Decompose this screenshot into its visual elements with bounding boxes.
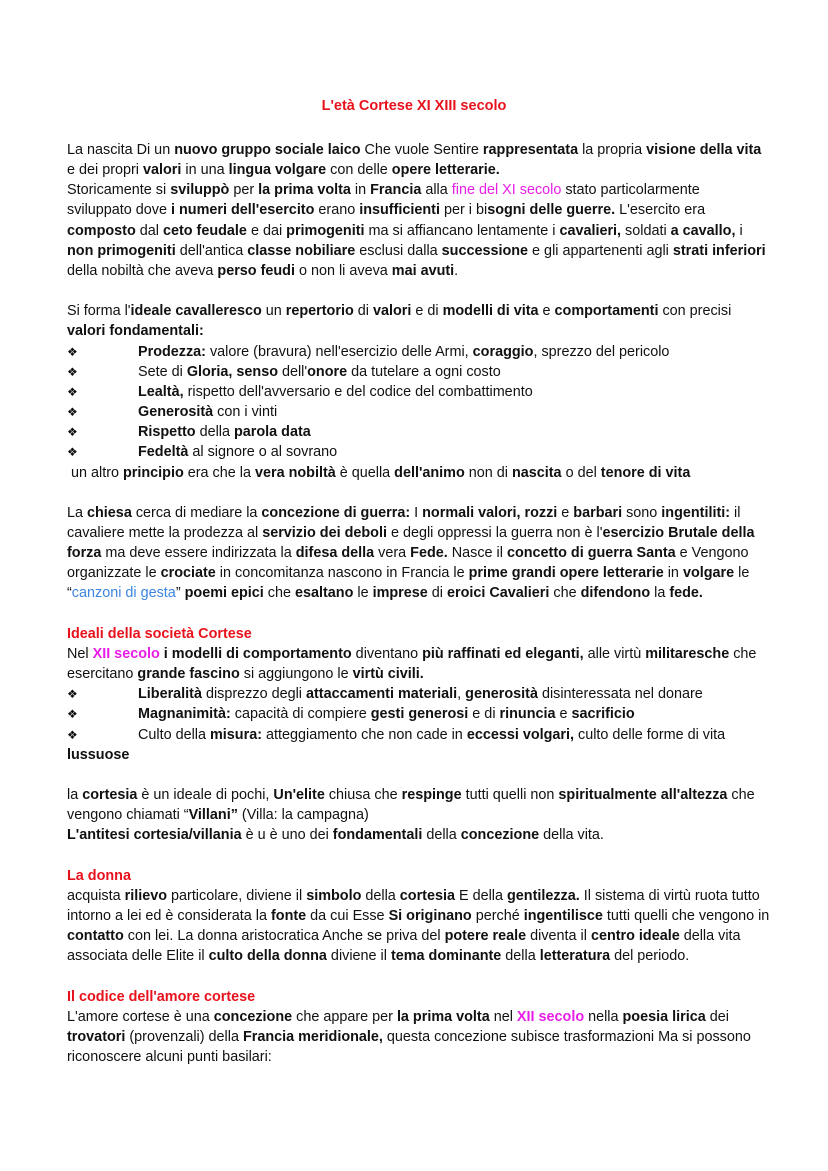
diamond-bullet-icon: ❖ [67, 445, 78, 460]
text-segment: il [730, 504, 741, 521]
bold-text: vera nobiltà [254, 464, 336, 481]
text-segment: è un ideale di pochi, [137, 787, 274, 803]
bold-text: crociate [160, 565, 216, 582]
bold-text: onore [307, 363, 348, 380]
text-segment: al signore o al sovrano [188, 444, 338, 461]
bold-text: Liberalità [138, 686, 202, 703]
text-segment: , sprezzo del pericolo [533, 343, 670, 360]
bold-text: parola data [233, 424, 311, 441]
text-segment: di [427, 585, 447, 602]
bold-text: modelli di vita [442, 303, 539, 320]
bold-text: insufficienti [359, 202, 440, 219]
bold-text: valori [143, 162, 182, 179]
bold-text: concetto di guerra Santa [506, 545, 676, 562]
bold-text: Rispetto [138, 424, 196, 441]
text-segment: nella [584, 1008, 623, 1025]
text-segment: o non li aveva [294, 262, 392, 279]
text-segment: alle virtù [583, 645, 646, 662]
text-segment: Il sistema di virtù ruota tutto [579, 887, 760, 904]
text-segment: che [727, 787, 755, 803]
bold-text: repertorio [285, 303, 354, 320]
text-line [67, 1027, 807, 1047]
diamond-bullet-icon: ❖ [67, 727, 78, 742]
blank-line [67, 845, 807, 865]
text-line [67, 180, 807, 200]
bold-text: generosità [465, 686, 538, 703]
bold-text: prime grandi opere letterarie [468, 565, 664, 582]
bold-text: esercizio Brutale della [602, 524, 755, 541]
bullet-item [67, 402, 807, 422]
bullet-item [67, 382, 807, 402]
text-segment: e gli appartenenti agli [528, 242, 673, 259]
bold-text: difendono [580, 585, 651, 602]
text-line [67, 140, 807, 160]
text-segment: (Villa: la campagna) [237, 807, 369, 824]
bold-text: servizio dei deboli [262, 524, 387, 541]
text-line [67, 805, 807, 825]
text-segment: (provenzali) della [125, 1028, 243, 1045]
diamond-bullet-icon: ❖ [67, 707, 78, 722]
text-segment: ma deve essere indirizzata la [101, 545, 296, 562]
text-segment: della vita [679, 928, 741, 945]
text-segment: chiusa che [324, 787, 402, 803]
bold-text: cavalieri, [559, 222, 622, 239]
bold-text: principio [123, 464, 184, 481]
section-heading: Il codice dell'amore cortese [67, 988, 256, 1005]
text-line [67, 1047, 807, 1067]
bold-text: Fede. [410, 545, 448, 562]
text-segment: dei [705, 1008, 729, 1025]
bullet-item [67, 725, 807, 745]
bullet-item [67, 362, 807, 382]
bold-text: fondamentali [332, 827, 423, 844]
text-line [67, 886, 807, 906]
text-segment: erano [314, 202, 360, 219]
text-segment: vengono chiamati “ [67, 807, 189, 824]
bold-text: valori [372, 303, 412, 320]
text-segment: soldati [621, 222, 671, 239]
text-segment: culto delle forme di vita [574, 726, 726, 743]
text-segment: che [729, 645, 757, 662]
bold-text: virtù civili. [352, 666, 424, 683]
bold-text: Gloria, senso [186, 363, 278, 380]
bold-text: opere letterarie. [391, 162, 500, 179]
bullet-text [138, 342, 669, 362]
text-segment: particolare, diviene il [167, 887, 307, 904]
text-segment: . [454, 262, 459, 279]
text-line [67, 200, 807, 220]
document-body [67, 140, 807, 1067]
text-segment: disprezzo degli [201, 686, 306, 703]
text-segment: perché [471, 907, 524, 924]
text-line [67, 523, 807, 543]
text-line [67, 160, 807, 180]
diamond-bullet-icon: ❖ [67, 687, 78, 702]
bold-text: mai avuti [391, 262, 455, 279]
text-segment: che [549, 585, 581, 602]
text-segment: Si forma l' [67, 303, 131, 320]
bold-text: perso feudi [217, 262, 295, 279]
text-segment: e di [468, 706, 500, 723]
bullet-text [138, 382, 533, 402]
bold-text: rinuncia [499, 706, 556, 723]
bold-text: Fedeltà [138, 444, 189, 461]
text-segment: in concomitanza nascono in Francia le [215, 565, 469, 582]
text-line [67, 745, 807, 765]
text-segment: La [67, 504, 88, 521]
bullet-text [138, 362, 501, 382]
bold-text: esaltano [294, 585, 354, 602]
bold-text: simbolo [306, 887, 362, 904]
text-segment: Sete di [138, 363, 187, 380]
text-line [67, 1007, 807, 1027]
text-line [67, 664, 807, 684]
text-segment: , [457, 686, 466, 703]
bold-text: difesa della [295, 545, 375, 562]
bold-text: gentilezza. [506, 887, 580, 904]
text-segment: le [734, 565, 750, 582]
bold-text: cortesia [82, 787, 138, 803]
text-segment: rispetto dell'avversario e del codice del combattimento [183, 383, 533, 400]
text-segment: un [261, 303, 286, 320]
text-segment: diviene il [326, 948, 391, 965]
bold-text: lingua volgare [228, 162, 327, 179]
bullet-text [138, 684, 703, 704]
text-segment: con precisi [658, 303, 732, 320]
text-segment: o del [561, 464, 601, 481]
text-segment: non di [464, 464, 512, 481]
text-segment: “ [67, 585, 72, 602]
text-line [67, 321, 807, 341]
text-segment: e degli oppressi la guerra non è l' [386, 524, 603, 541]
text-segment: Storicamente si [67, 182, 171, 199]
bold-text: composto [67, 222, 136, 239]
text-segment: e dai [246, 222, 287, 239]
text-segment: riconoscere alcuni punti basilari: [67, 1049, 272, 1066]
text-segment: per [229, 182, 259, 199]
bold-text: primogeniti [286, 222, 365, 239]
text-segment: dell'antica [175, 242, 248, 259]
bold-text: Lealtà, [138, 383, 184, 400]
bold-text: successione [441, 242, 529, 259]
bold-text: concezione [213, 1008, 293, 1025]
bold-text: fede. [669, 585, 703, 602]
bold-text: coraggio [472, 343, 534, 360]
bold-text: L'antitesi cortesia/villania [67, 827, 242, 844]
bold-text: visione della vita [646, 142, 762, 158]
bold-text: Francia [370, 182, 422, 199]
bold-text: sviluppò [170, 182, 230, 199]
text-segment: Che vuole Sentire [360, 142, 483, 158]
text-segment: diventano [351, 645, 423, 662]
text-segment: e Vengono [675, 545, 749, 562]
bold-text: imprese [372, 585, 428, 602]
bold-text: lussuose [67, 746, 130, 763]
text-segment: atteggiamento che non cade in [261, 726, 467, 743]
bold-text: concezione [460, 827, 540, 844]
text-segment: è quella [335, 464, 395, 481]
bold-text: la prima volta [396, 1008, 490, 1025]
blank-line [67, 765, 807, 785]
text-segment: Nasce il [447, 545, 507, 562]
text-segment: sviluppato dove [67, 202, 172, 219]
text-segment: della vita. [539, 827, 604, 844]
bold-text: strati inferiori [672, 242, 766, 259]
bold-text: respinge [401, 787, 462, 803]
bold-text: poesia lirica [622, 1008, 706, 1025]
text-segment: la [67, 787, 83, 803]
blank-line [67, 966, 807, 986]
bold-text: grande fascino [137, 666, 240, 683]
text-segment: dell' [277, 363, 308, 380]
blank-line [67, 483, 807, 503]
text-segment: del periodo. [610, 948, 690, 965]
text-segment: disinteressata nel donare [537, 686, 703, 703]
bold-text: concezione di guerra: [261, 504, 411, 521]
bullet-text [138, 725, 725, 745]
text-line [67, 261, 807, 281]
bold-text: la prima volta [258, 182, 351, 199]
bold-text: Magnanimità: [138, 706, 231, 723]
bold-text: ingentiliti: [661, 504, 731, 521]
bold-text: tenore di vita [600, 464, 691, 481]
bold-text: volgare [682, 565, 735, 582]
bold-text: Si originano [388, 907, 472, 924]
bold-text: militaresche [645, 645, 730, 662]
bold-text: Francia meridionale, [242, 1028, 383, 1045]
text-segment: è u è uno dei [241, 827, 333, 844]
text-line [67, 624, 807, 644]
bold-text: barbari [573, 504, 623, 521]
section-heading: Ideali della società Cortese [67, 625, 252, 642]
section-heading: La donna [67, 867, 131, 884]
text-segment: i [735, 222, 743, 239]
text-segment: da tutelare a ogni costo [347, 363, 501, 380]
bold-text: normali valori, rozzi [422, 504, 558, 521]
text-line [67, 946, 807, 966]
text-segment: le [353, 585, 373, 602]
text-segment: in [350, 182, 371, 199]
text-segment: alla [421, 182, 452, 199]
bold-text: potere reale [444, 928, 527, 945]
bold-text: classe nobiliare [247, 242, 356, 259]
text-segment: in una [181, 162, 229, 179]
text-segment: L'esercito era [615, 202, 706, 219]
text-segment: sono [622, 504, 662, 521]
text-line [67, 563, 807, 583]
bold-text: nuovo gruppo sociale laico [174, 142, 361, 158]
text-segment: che [263, 585, 295, 602]
text-line [67, 785, 807, 805]
highlighted-text: XII secolo [92, 645, 160, 662]
text-segment: acquista [67, 887, 125, 904]
bold-text: chiesa [87, 504, 132, 521]
bold-text: i modelli di comportamento [163, 645, 352, 662]
bullet-text [138, 402, 277, 422]
bold-text: dell'animo [394, 464, 465, 481]
text-segment: dal [135, 222, 163, 239]
bold-text: centro ideale [590, 928, 680, 945]
text-segment: con i vinti [213, 404, 278, 421]
text-segment: organizzate le [67, 565, 161, 582]
bold-text: ideale cavalleresco [130, 303, 262, 320]
text-segment: da cui Esse [306, 907, 389, 924]
text-segment: la propria [578, 142, 647, 158]
highlighted-text: fine del XI secolo [451, 182, 562, 199]
text-line [67, 644, 807, 664]
bold-text: attaccamenti materiali [305, 686, 458, 703]
bold-text: comportamenti [554, 303, 659, 320]
bold-text: Villani” [188, 807, 238, 824]
diamond-bullet-icon: ❖ [67, 405, 78, 420]
bullet-text [138, 704, 635, 724]
text-line [67, 241, 807, 261]
bold-text: rappresentata [482, 142, 579, 158]
text-segment: della [501, 948, 540, 965]
text-segment: ma si affiancano lentamente i [364, 222, 560, 239]
bold-text: eroici Cavalieri [446, 585, 550, 602]
text-segment: E della [454, 887, 507, 904]
text-line [67, 583, 807, 603]
bold-text: sacrificio [571, 706, 635, 723]
bold-text: trovatori [67, 1028, 126, 1045]
text-segment: questa concezione subisce trasformazioni Ma si possono [382, 1028, 751, 1045]
bold-text: più raffinati ed eleganti, [422, 645, 584, 662]
bold-text: i numeri dell'esercito [171, 202, 315, 219]
diamond-bullet-icon: ❖ [67, 344, 78, 359]
text-segment: vera [374, 545, 411, 562]
text-segment: con delle [326, 162, 392, 179]
text-segment: I [410, 504, 423, 521]
bold-text: spiritualmente all'altezza [558, 787, 728, 803]
text-segment: della [195, 424, 234, 441]
text-segment: della nobiltà che aveva [67, 262, 218, 279]
text-line [67, 221, 807, 241]
text-segment: della [422, 827, 461, 844]
bullet-item [67, 442, 807, 462]
diamond-bullet-icon: ❖ [67, 364, 78, 379]
bold-text: cortesia [399, 887, 455, 904]
text-segment: associata delle Elite il [67, 948, 209, 965]
text-segment: intorno a lei ed è considerata la [67, 907, 271, 924]
text-segment: e di [411, 303, 443, 320]
bold-text: valori fondamentali: [67, 323, 204, 340]
text-line [67, 987, 807, 1007]
text-line [67, 463, 807, 483]
bold-text: eccessi volgari, [466, 726, 575, 743]
text-segment: un altro [67, 464, 123, 481]
text-line [67, 825, 807, 845]
bold-text: tema dominante [390, 948, 502, 965]
text-segment: si aggiungono le [239, 666, 353, 683]
text-segment: Culto della [138, 726, 210, 743]
bullet-text [138, 442, 337, 462]
bullet-item [67, 704, 807, 724]
text-segment: era che la [183, 464, 255, 481]
text-segment: di [353, 303, 373, 320]
text-segment: L'amore cortese è una [67, 1008, 214, 1025]
text-segment: che appare per [292, 1008, 397, 1025]
bold-text: misura: [210, 726, 262, 743]
text-segment: tutti quelli che vengono in [602, 907, 770, 924]
text-segment: e [538, 303, 555, 320]
bold-text: sogni delle guerre. [487, 202, 616, 219]
bold-text: gesti generosi [370, 706, 469, 723]
text-segment: capacità di compiere [230, 706, 371, 723]
text-segment: esercitano [67, 666, 138, 683]
bold-text: ingentilisce [523, 907, 603, 924]
bullet-item [67, 422, 807, 442]
bullet-text [138, 422, 311, 442]
text-segment: della [361, 887, 400, 904]
bold-text: Generosità [138, 404, 214, 421]
text-segment: per i bi [439, 202, 488, 219]
bold-text: a cavallo, [670, 222, 736, 239]
highlighted-text: XII secolo [516, 1008, 585, 1025]
text-segment: nel [489, 1008, 517, 1025]
bold-text: fonte [271, 907, 307, 924]
bullet-item [67, 684, 807, 704]
text-segment: con lei. La donna aristocratica Anche se priva del [123, 928, 445, 945]
bold-text: Prodezza: [138, 343, 206, 360]
text-segment: Nel [67, 645, 93, 662]
text-segment: La nascita Di un [67, 142, 175, 158]
blank-line [67, 281, 807, 301]
diamond-bullet-icon: ❖ [67, 425, 78, 440]
bold-text: contatto [67, 928, 124, 945]
text-segment: e [557, 504, 574, 521]
text-segment: cerca di mediare la [131, 504, 262, 521]
text-line [67, 866, 807, 886]
text-line [67, 543, 807, 563]
text-segment: ” [175, 585, 185, 602]
bold-text: non primogeniti [67, 242, 176, 259]
text-segment: cavaliere mette la prodezza al [67, 524, 263, 541]
text-segment: esclusi dalla [355, 242, 442, 259]
bold-text: ceto feudale [162, 222, 247, 239]
bold-text: forza [67, 545, 102, 562]
blank-line [67, 604, 807, 624]
text-segment: e dei propri [67, 162, 143, 179]
bold-text: letteratura [539, 948, 611, 965]
text-line [67, 926, 807, 946]
text-line [67, 301, 807, 321]
bold-text: nascita [511, 464, 562, 481]
bold-text: poemi epici [184, 585, 264, 602]
text-segment: valore (bravura) nell'esercizio delle Armi, [205, 343, 473, 360]
bold-text: culto della donna [208, 948, 327, 965]
diamond-bullet-icon: ❖ [67, 384, 78, 399]
text-segment: la [650, 585, 670, 602]
text-segment: in [663, 565, 683, 582]
text-segment: e [555, 706, 572, 723]
document-title: L'età Cortese XI XIII secolo [321, 98, 507, 114]
bold-text: rilievo [124, 887, 168, 904]
text-segment: diventa il [526, 928, 591, 945]
colored-term: canzoni di gesta [71, 585, 176, 602]
text-segment: stato particolarmente [561, 182, 700, 199]
bullet-item [67, 342, 807, 362]
text-line [67, 503, 807, 523]
text-segment: tutti quelli non [461, 787, 559, 803]
bold-text: Un'elite [273, 787, 325, 803]
text-line [67, 906, 807, 926]
